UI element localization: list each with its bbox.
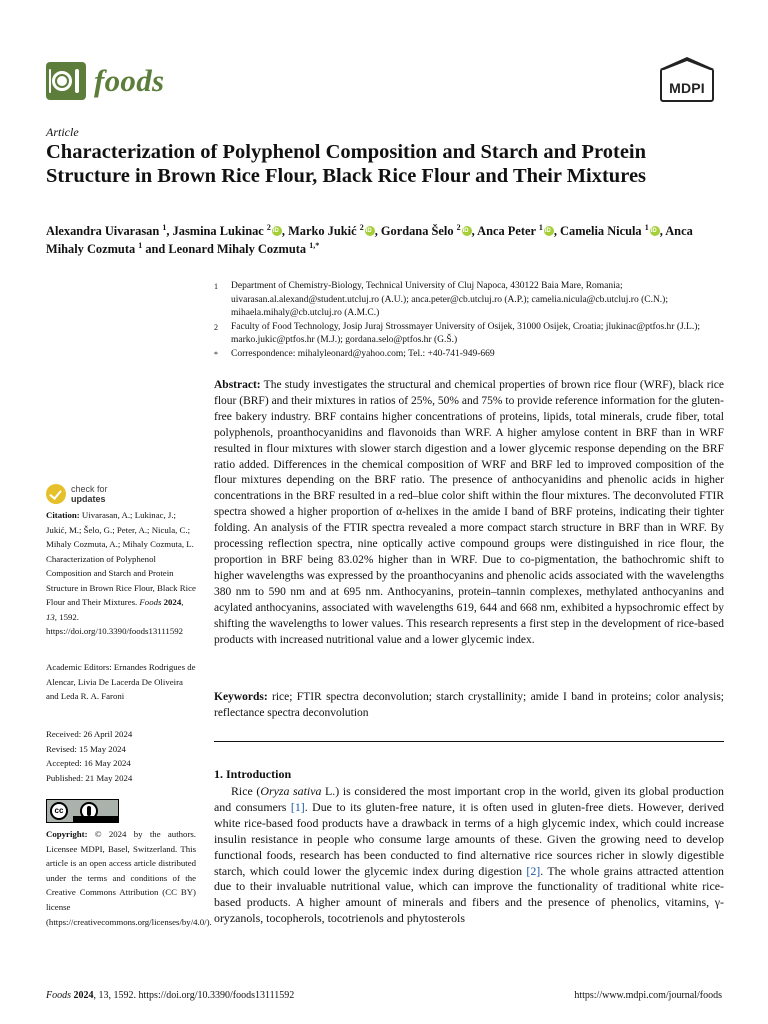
affiliations bbox=[214, 280, 714, 362]
citation-doi-link[interactable]: , 1592. https://doi.org/10.3390/foods13111592 bbox=[46, 611, 184, 636]
affiliation-number: * bbox=[214, 349, 218, 359]
intro-text: . Due to its gluten-free nature, it is often used in gluten-free diets. However, derived white rice-based food products have a drawback in terms of a high glycemic index, which could increase insulin resistance in people who consume large amounts of these. Given the growing need to develop functional foods, research has been conducted to find alternative rice sources richer in slowly digestible starch, which could lower the glycemic index during digestion bbox=[214, 799, 724, 878]
footer-year: 2024 bbox=[73, 990, 94, 1001]
article-title: Characterization of Polyphenol Composition and Starch and Protein Structure in Brown Rice Flour, Black Rice Flour and Their Mixtures bbox=[46, 141, 647, 187]
check-icon bbox=[46, 484, 66, 504]
check-updates-label bbox=[71, 484, 108, 504]
reference-link[interactable]: [2] bbox=[526, 863, 541, 878]
orcid-icon[interactable] bbox=[365, 226, 375, 236]
author-name[interactable]: Leonard Mihaly Cozmuta bbox=[168, 241, 310, 256]
reference-link[interactable]: [1] bbox=[290, 799, 305, 814]
intro-text: L.) is considered the most important crop in the world, given its global production and consumers bbox=[214, 784, 724, 814]
citation-block: Citation: Uivarasan, A.; Lukinac, J.; Jukić, M.; Šelo, G.; Peter, A.; Nicula, C.; Mihaly Cozmuta, A.; Mihaly Cozmuta, L. Characterization of Polyphenol Composition and Starch and Protein Structure in Brown Rice Flour, Black Rice Flour and Their Mixtures. Foods 2024, 13, 1592. https://doi.org/10.3390/foods13111592 bbox=[46, 510, 196, 636]
date-accepted: Accepted: 16 May 2024 bbox=[46, 758, 131, 768]
author-list: Alexandra Uivarasan $^1$, Jasmina Lukinac $^2$iD , Marko Jukić $^2$iD , Gordana Šelo $^2$iD , Anca Peter $^1$iD , Camelia Nicula $^1$iD , Anca Mihaly Cozmuta $^1$ and Leonard Mihaly Cozmuta $^{1,*}$ bbox=[46, 223, 726, 258]
mdpi-logo[interactable] bbox=[660, 68, 714, 102]
abstract-label: Abstract: bbox=[214, 379, 261, 391]
orcid-icon[interactable] bbox=[544, 226, 554, 236]
orcid-icon[interactable] bbox=[650, 226, 660, 236]
author-affiliation-marker: 2 bbox=[266, 222, 271, 232]
citation-journal: Foods bbox=[139, 597, 162, 607]
affiliation-text: Department of Chemistry-Biology, Technical University of Cluj Napoca, 430122 Baia Mare, Romania; uivarasan.al.alexand@student.utcluj.ro (A.U.); anca.peter@cb.utcluj.ro (A.P.); camelia.nicula@cb.utcluj.ro (C.N.); mihaela.mihaly@cb.utcluj.ro (A.M.C.) bbox=[231, 281, 668, 319]
footer-journal: Foods bbox=[46, 990, 71, 1001]
citation-volume: 13 bbox=[46, 611, 55, 622]
foods-logo-icon bbox=[46, 62, 86, 100]
mdpi-logo-text: MDPI bbox=[669, 80, 705, 96]
author-name[interactable]: Gordana Šelo bbox=[380, 224, 457, 238]
affiliation-2 bbox=[214, 321, 714, 348]
author-name[interactable]: Jasmina Lukinac bbox=[172, 224, 267, 238]
author-affiliation-marker: 2 bbox=[359, 222, 364, 232]
journal-logo[interactable] bbox=[46, 62, 164, 100]
check-updates-line2: updates bbox=[71, 494, 106, 504]
date-received: Received: 26 April 2024 bbox=[46, 729, 133, 739]
copyright-label: Copyright: bbox=[46, 829, 88, 839]
keywords-text: rice; FTIR spectra deconvolution; starch crystallinity; amide I band in proteins; color analysis; reflectance spectra deconvolution bbox=[214, 691, 725, 719]
check-for-updates-button[interactable] bbox=[46, 484, 108, 504]
author-name[interactable]: Anca Mihaly Cozmuta bbox=[46, 224, 693, 256]
abstract bbox=[214, 378, 724, 648]
section-heading: 1. Introduction bbox=[214, 767, 292, 781]
abstract-text: The study investigates the structural and chemical properties of brown rice flour (WRF), black rice flour (BRF) and their mixtures in ratios of 25%, 50% and 75% to provide reference information for the gluten-free bakery industry. BRF contains higher concentrations of proteins, lipids, total minerals, crude fiber, total polyphenols, proanthocyanidins and flavonoids than WRF. A higher amylose content in BRF than in WRF resulted in flour mixtures with slower starch digestion and a lower glycemic response depending on the BRF ratio added. Differences in the chemical composition of WRF and BRF led to improved composition of the flour mixtures depending on the BRF ratio. The presence of anthocyanidins and phenolic acids in higher concentrations in the BRF resulted in a red–blue color shift within the flour mixtures. The deconvoluted FTIR spectra showed a higher proportion of α-helixes in the amide I band of BRF proteins, indicating their tighter folding. An analysis of the FTIR spectra revealed a more compact starch structure in BRF than in WRF. By processing reflection spectra, nine optically active compound groups were distinguished in rice flour, the proportion in BRF being 83.02% higher than in WRF. Due to co-pigmentation, the bathochromic shift to higher wavelengths was expressed by the proanthocyanins and phenolic acids associated with the wavelengths 380 nm to 590 nm and at 695 nm. Anthocyanins, protein–tannin complexes, methylated anthocyanins and acylated anthocyanins, associated with wavelengths 619, 644 and 668 nm, exhibited a hypsochromic effect by shifting the wavelengths to lower values. This research represents a first step in the development of rice-based products with increased nutritional value and a lower glycemic index. bbox=[214, 379, 724, 646]
affiliation-number: 2 bbox=[214, 322, 218, 332]
intro-paragraph bbox=[214, 784, 724, 927]
cc-icon: cc bbox=[50, 802, 68, 820]
author-affiliation-marker: 1 bbox=[162, 222, 167, 232]
copyright-text: © 2024 by the authors. Licensee MDPI, Basel, Switzerland. This article is an open access article distributed under the terms and conditions of the Creative Commons Attribution (CC BY) license (https://creativecommons.org/licenses/by/4.0/). bbox=[46, 829, 212, 927]
affiliation-number: 1 bbox=[214, 282, 218, 291]
author-name[interactable]: Marko Jukić bbox=[288, 224, 360, 238]
affiliation-1 bbox=[214, 280, 714, 321]
citation-label: Citation: bbox=[46, 510, 80, 520]
section-divider bbox=[214, 741, 724, 742]
date-published: Published: 21 May 2024 bbox=[46, 772, 133, 783]
author-affiliation-marker: 1,* bbox=[309, 240, 320, 250]
intro-text: . The whole grains attracted attention due to their invaluable nutritional value, which can improve the functionality of traditional white rice-based products. A higher amount of minerals and fibers and the presence of phenolics, vitamins, γ-oryzanols, tocopherols, tocotrienols and phytosterols bbox=[214, 863, 724, 926]
cc-badge-bar bbox=[73, 816, 119, 822]
cc-by-license-badge[interactable] bbox=[46, 799, 119, 823]
species-name: Oryza sativa bbox=[260, 784, 322, 798]
citation-year: 2024 bbox=[163, 597, 182, 607]
publication-dates bbox=[46, 727, 196, 785]
keywords-label: Keywords: bbox=[214, 691, 268, 703]
author-affiliation-marker: 2 bbox=[456, 222, 461, 232]
date-revised: Revised: 15 May 2024 bbox=[46, 743, 126, 754]
intro-text: Rice ( bbox=[231, 784, 261, 798]
correspondence-text: Correspondence: mihalyleonard@yahoo.com; Tel.: +40-741-949-669 bbox=[231, 348, 495, 359]
author-name[interactable]: Alexandra Uivarasan bbox=[46, 224, 163, 238]
author-affiliation-marker: 1 bbox=[644, 222, 649, 232]
author-affiliation-marker: 1 bbox=[138, 240, 143, 250]
citation-text: Uivarasan, A.; Lukinac, J.; Jukić, M.; Šelo, G.; Peter, A.; Nicula, C.; Mihaly Cozmuta, A.; Mihaly Cozmuta, L. Characterization of Polyphenol Composition and Starch and Protein Structure in Brown Rice Flour, Black Rice Flour and Their Mixtures. bbox=[46, 510, 196, 607]
check-updates-line1: check for bbox=[71, 484, 108, 494]
correspondence bbox=[214, 348, 714, 362]
copyright-notice bbox=[46, 827, 212, 929]
footer-doi-link[interactable]: , 13, 1592. https://doi.org/10.3390/foods13111592 bbox=[93, 990, 295, 1001]
orcid-icon[interactable] bbox=[462, 226, 472, 236]
orcid-icon[interactable] bbox=[272, 226, 282, 236]
author-name[interactable]: Camelia Nicula bbox=[560, 224, 645, 238]
academic-editors: Academic Editors: Ernandes Rodrigues de Alencar, Livia De Lacerda De Oliveira and Leda R. A. Faroni bbox=[46, 662, 196, 701]
footer-citation bbox=[46, 990, 294, 1001]
journal-name: foods bbox=[94, 63, 165, 98]
keywords bbox=[214, 690, 724, 722]
affiliation-text: Faculty of Food Technology, Josip Juraj Strossmayer University of Osijek, 31000 Osijek, Croatia; jlukinac@ptfos.hr (J.L.); marko.jukic@ptfos.hr (M.J.); gordana.selo@ptfos.hr (G.Š.) bbox=[231, 321, 701, 346]
author-affiliation-marker: 1 bbox=[538, 222, 543, 232]
article-type: Article bbox=[46, 125, 79, 139]
footer-journal-url[interactable]: https://www.mdpi.com/journal/foods bbox=[574, 990, 722, 1001]
author-name[interactable]: Anca Peter bbox=[477, 224, 539, 238]
